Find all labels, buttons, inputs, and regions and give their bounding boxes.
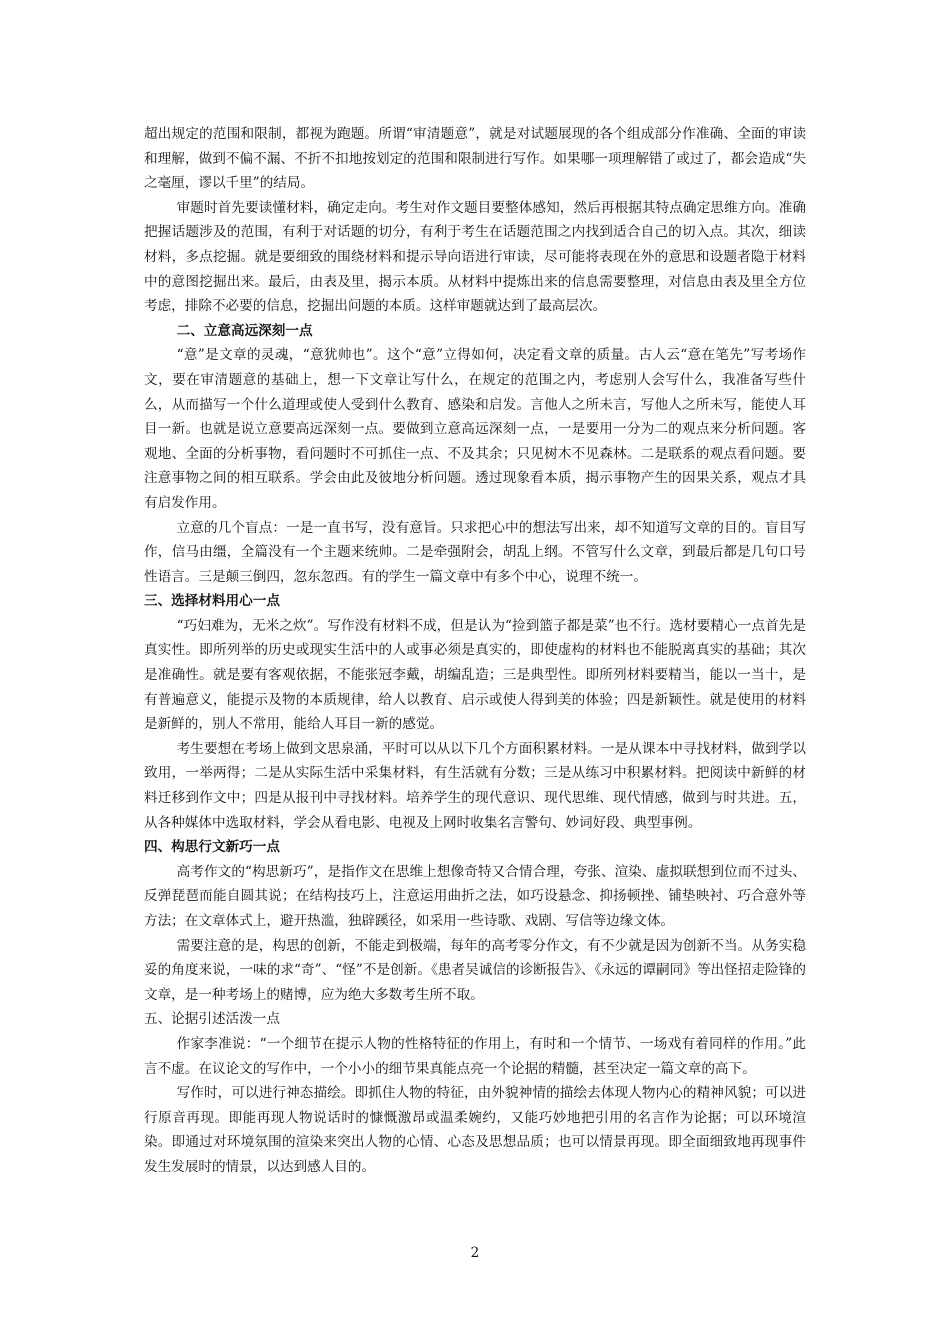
- section-heading: 二、立意高远深刻一点: [176, 322, 313, 339]
- body-paragraph: “意”是文章的灵魂，“意犹帅也”。这个“意”立得如何，决定看文章的质量。古人云“意在笔先”写考场作文，要在审清题意的基础上，想一下文章让写什么，在规定的范围之内，考虑别人会写什么，我准备写些什么，从而描写一个什么道理或使人受到什么教育、感染和启发。言他人之所未言，写他人之所未写，能使人耳目一新。也就是说立意要高远深刻一点。要做到立意高远深刻一点，一是要用一分为二的观点来分析问题。客观地、全面的分析事物，看问题时不可抓住一点、不及其余；只见树木不见森林。二是联系的观点看问题。要注意事物之间的相互联系。学会由此及彼地分析问题。透过现象看本质，揭示事物产生的因果关系，观点才具有启发作用。: [144, 347, 806, 511]
- body-paragraph: 超出规定的范围和限制，都视为跑题。所谓“审清题意”，就是对试题展现的各个组成部分作准确、全面的审读和理解，做到不偏不漏、不折不扣地按划定的范围和限制进行写作。如果哪一项理解错了或过了，都会造成“失之毫厘，谬以千里”的结局。: [144, 126, 806, 192]
- page-number: 2: [470, 1245, 480, 1261]
- section-heading: 三、选择材料用心一点: [144, 593, 280, 610]
- body-paragraph: 作家李准说：“一个细节在提示人物的性格特征的作用上，有时和一个情节、一场戏有着同样的作用。”此言不虚。在议论文的写作中，一个小小的细节果真能点亮一个论据的精髓，甚至决定一篇文章的高下。: [144, 1035, 806, 1077]
- body-paragraph: 需要注意的是，构思的创新，不能走到极端，每年的高考零分作文，有不少就是因为创新不当。从务实稳妥的角度来说，一味的求“奇”、“怪”不是创新。《患者吴诚信的诊断报告》、《永远的谭嗣同》等出怪招走险锋的文章，是一种考场上的赌博，应为绝大多数考生所不取。: [144, 937, 806, 1003]
- body-paragraph: “巧妇难为，无米之炊”。写作没有材料不成，但是认为“捡到篮子都是菜”也不行。选材要精心一点首先是真实性。即所列举的历史或现实生活中的人或事必须是真实的，即使虚构的材料也不能脱离真实的基础；其次是准确性。就是要有客观依据，不能张冠李戴，胡编乱造；三是典型性。即所列材料要精当，能以一当十，是有普遍意义，能提示及物的本质规律，给人以教育、启示或使人得到美的体验；四是新颖性。就是使用的材料是新鲜的，别人不常用，能给人耳目一新的感觉。: [144, 617, 806, 733]
- body-paragraph: 审题时首先要读懂材料，确定走向。考生对作文题目要整体感知，然后再根据其特点确定思维方向。准确把握话题涉及的范围，有利于对话题的切分，有利于考生在话题范围之内找到适合自己的切入点。其次，细读材料，多点挖掘。就是要细致的围绕材料和提示导向语进行审读，尽可能将表现在外的意思和设题者隐于材料中的意图挖掘出来。最后，由表及里，揭示本质。从材料中提炼出来的信息需要整理，对信息由表及里全方位考虑，排除不必要的信息，挖掘出问题的本质。这样审题就达到了最高层次。: [144, 199, 806, 315]
- section-heading: 四、构思行文新巧一点: [144, 839, 280, 856]
- body-paragraph: 考生要想在考场上做到文思泉涌，平时可以从以下几个方面积累材料。一是从课本中寻找材料，做到学以致用，一举两得；二是从实际生活中采集材料，有生活就有分数；三是从练习中积累材料。把阅读中新鲜的材料迁移到作文中；四是从报刊中寻找材料。培养学生的现代意识、现代思维、现代情感，做到与时共进。五，从各种媒体中选取材料，学会从看电影、电视及上网时收集名言警句、妙词好段、典型事例。: [144, 740, 806, 831]
- body-paragraph: 写作时，可以进行神态描绘。即抓住人物的特征，由外貌神情的描绘去体现人物内心的精神风貌；可以进行原音再现。即能再现人物说话时的慷慨激昂或温柔婉约，又能巧妙地把引用的名言作为论据；可以环境渲染。即通过对环境氛围的渲染来突出人物的心情、心态及思想品质；也可以情景再现。即全面细致地再现事件发生发展时的情景，以达到感人目的。: [144, 1085, 806, 1175]
- body-paragraph: 高考作文的“构思新巧”，是指作文在思维上想像奇特又合情合理，夸张、渲染、虚拟联想到位而不过头、反弹琵琶而能自圆其说；在结构技巧上，注意运用曲折之法，如巧设悬念、抑扬顿挫、铺垫映衬、巧合意外等方法；在文章体式上，避开热滥，独辟蹊径，如采用一些诗歌、戏剧、写信等边缘文体。: [144, 863, 806, 929]
- body-paragraph: 立意的几个盲点：一是一直书写，没有意旨。只求把心中的想法写出来，却不知道写文章的目的。盲目写作，信马由缰，全篇没有一个主题来统帅。二是牵强附会，胡乱上纲。不管写什么文章，到最后都是几句口号性语言。三是颠三倒四，忽东忽西。有的学生一篇文章中有多个中心，说理不统一。: [144, 519, 806, 585]
- document-body: [144, 122, 806, 1180]
- section-heading: 五、论据引述活泼一点: [144, 1011, 280, 1028]
